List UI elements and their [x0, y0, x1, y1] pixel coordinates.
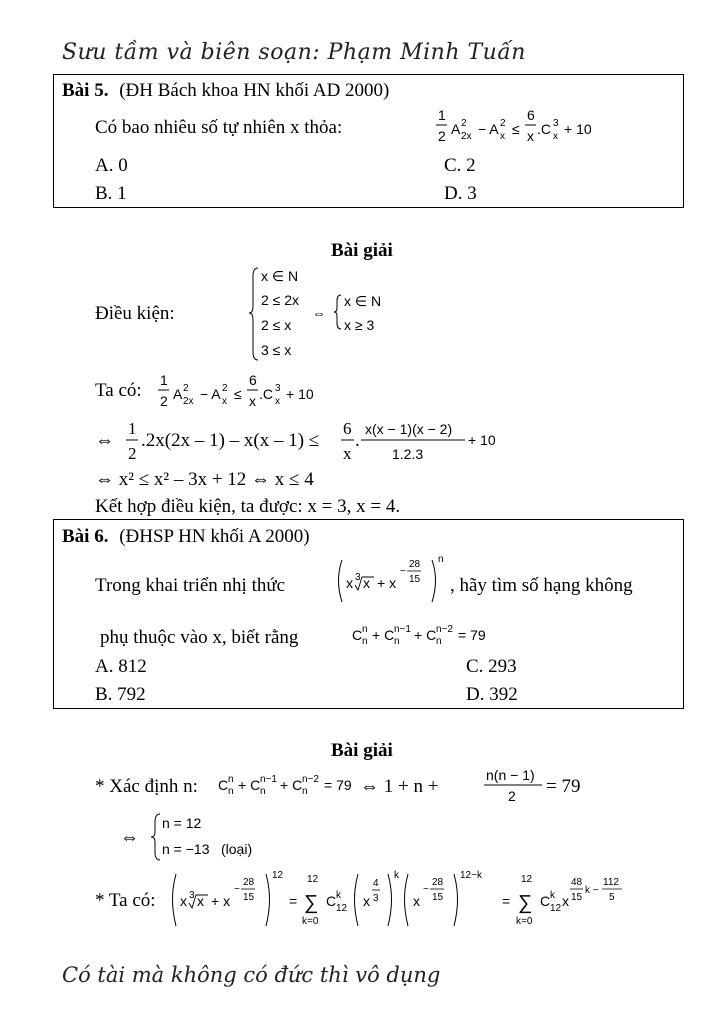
- bai5-option-d[interactable]: D. 3: [444, 183, 477, 204]
- giai5-taco: Ta có:: [95, 380, 142, 401]
- svg-text:n = −13: n = −13: [162, 841, 210, 857]
- svg-text:k=0: k=0: [516, 916, 533, 927]
- bai6-option-a[interactable]: A. 812: [95, 656, 147, 677]
- svg-text:28: 28: [243, 877, 255, 888]
- svg-text:6: 6: [527, 107, 535, 123]
- svg-text:∑: ∑: [518, 892, 533, 914]
- svg-text:x: x: [413, 893, 420, 909]
- svg-text:15: 15: [571, 892, 583, 903]
- bai6-condition: [352, 620, 532, 650]
- svg-text:+ x: + x: [211, 893, 231, 909]
- svg-text:x: x: [346, 575, 353, 591]
- svg-text:A: A: [451, 121, 461, 137]
- svg-text:x: x: [500, 131, 505, 142]
- svg-text:−: −: [423, 884, 429, 895]
- svg-text:+ C: + C: [372, 627, 395, 643]
- dieukien-label: Điều kiện:: [95, 303, 175, 324]
- bai6-question-part2: , hãy tìm số hạng không: [450, 575, 633, 596]
- svg-text:2 ≤ x: 2 ≤ x: [261, 317, 292, 333]
- svg-text:n: n: [302, 786, 308, 797]
- bai6-option-b[interactable]: B. 792: [95, 684, 146, 705]
- svg-text:6: 6: [249, 372, 257, 388]
- svg-text:3: 3: [373, 893, 379, 904]
- svg-text:3: 3: [189, 890, 195, 901]
- svg-text:n: n: [394, 636, 400, 647]
- svg-text:2 ≤ 2x: 2 ≤ 2x: [261, 292, 300, 308]
- svg-text:15: 15: [432, 892, 444, 903]
- svg-text:=: =: [289, 893, 298, 909]
- giai5-heading: Bài giải: [331, 240, 393, 261]
- svg-text:− A: − A: [200, 386, 221, 402]
- svg-text:x ∈ N: x ∈ N: [344, 293, 382, 309]
- svg-text:−: −: [400, 566, 406, 577]
- svg-text:4: 4: [373, 878, 379, 889]
- svg-text:x: x: [275, 396, 280, 407]
- svg-text:1: 1: [128, 419, 137, 438]
- bai6-question-part3: phụ thuộc vào x, biết rằng: [100, 627, 299, 648]
- giai5-line3: ⇔ x² ≤ x² – 3x + 12 ⇔ x ≤ 4: [95, 469, 314, 490]
- svg-text:n: n: [228, 786, 234, 797]
- svg-text:+ C: + C: [238, 777, 261, 793]
- svg-text:12: 12: [336, 903, 348, 914]
- bai5-option-b[interactable]: B. 1: [95, 183, 127, 204]
- svg-text:12: 12: [272, 870, 284, 881]
- svg-text:1: 1: [438, 107, 446, 123]
- giai6-solutions: [120, 810, 320, 864]
- svg-text:15: 15: [243, 892, 255, 903]
- svg-text:C: C: [352, 627, 363, 643]
- svg-text:n: n: [260, 786, 266, 797]
- svg-text:x: x: [363, 893, 370, 909]
- svg-text:+ x: + x: [377, 575, 397, 591]
- svg-text:2: 2: [461, 118, 467, 129]
- svg-text:112: 112: [603, 877, 619, 888]
- svg-text:6: 6: [343, 419, 352, 438]
- svg-text:≤: ≤: [234, 386, 242, 402]
- svg-text:⇔: ⇔: [312, 305, 326, 321]
- svg-text:2: 2: [128, 444, 137, 463]
- svg-text:= 79: = 79: [458, 627, 486, 643]
- svg-text:2x: 2x: [183, 396, 194, 407]
- svg-text:=: =: [502, 893, 511, 909]
- svg-text:12: 12: [307, 874, 319, 885]
- svg-text:− A: − A: [478, 121, 499, 137]
- svg-text:28: 28: [432, 877, 444, 888]
- giai6-equation: [218, 762, 598, 812]
- page-header: Sưu tầm và biên soạn: Phạm Minh Tuấn: [62, 40, 526, 65]
- svg-text:n−1: n−1: [260, 774, 277, 785]
- svg-text:x: x: [249, 393, 256, 409]
- svg-text:⇔: ⇔: [95, 430, 114, 451]
- svg-text:3: 3: [355, 572, 361, 583]
- svg-text:n(n − 1): n(n − 1): [486, 767, 535, 783]
- bai6-title: Bài 6.: [62, 526, 109, 547]
- giai6-expansion: [168, 866, 648, 936]
- svg-text:k −: k −: [585, 885, 599, 896]
- svg-text:x: x: [343, 444, 352, 463]
- svg-text:x: x: [197, 893, 204, 909]
- giai5-line2: [95, 418, 515, 468]
- svg-text:28: 28: [409, 559, 421, 570]
- svg-text:n: n: [362, 636, 368, 647]
- svg-text:⇔: ⇔: [120, 827, 139, 848]
- svg-text:x ∈ N: x ∈ N: [261, 268, 299, 284]
- bai6-heading: [62, 526, 310, 548]
- svg-text:2: 2: [222, 383, 228, 394]
- bai6-source: (ĐHSP HN khối A 2000): [119, 526, 310, 547]
- svg-text:12: 12: [550, 903, 562, 914]
- svg-text:x: x: [363, 575, 370, 591]
- svg-text:.C: .C: [259, 386, 273, 402]
- svg-text:n−1: n−1: [394, 624, 411, 635]
- giai6-xacdinh: * Xác định n:: [95, 776, 198, 797]
- bai6-question-part1: Trong khai triển nhị thức: [95, 575, 286, 596]
- svg-text:≤: ≤: [512, 121, 520, 137]
- svg-text:k: k: [394, 870, 399, 881]
- svg-text:5: 5: [609, 892, 615, 903]
- svg-text:C: C: [326, 893, 337, 909]
- svg-text:+ 10: + 10: [468, 432, 496, 448]
- svg-text:2: 2: [508, 788, 516, 804]
- giai6-heading: Bài giải: [331, 740, 393, 761]
- svg-text:3 ≤ x: 3 ≤ x: [261, 342, 292, 358]
- svg-text:⇔ 1 + n +: ⇔ 1 + n +: [360, 776, 439, 797]
- svg-text:3: 3: [275, 383, 281, 394]
- bai5-option-c[interactable]: C. 2: [444, 155, 476, 176]
- bai6-option-c[interactable]: C. 293: [466, 656, 517, 677]
- svg-text:k=0: k=0: [302, 916, 319, 927]
- bai6-binomial: [334, 552, 454, 608]
- svg-text:k: k: [336, 890, 341, 901]
- svg-text:x: x: [562, 893, 569, 909]
- svg-text:+ C: + C: [280, 777, 303, 793]
- svg-text:3: 3: [553, 118, 559, 129]
- svg-text:48: 48: [571, 877, 583, 888]
- svg-text:+ 10: + 10: [564, 121, 592, 137]
- bai5-source: (ĐH Bách khoa HN khối AD 2000): [119, 80, 390, 101]
- bai5-heading: [62, 80, 389, 102]
- svg-text:2: 2: [438, 128, 446, 144]
- bai5-option-a[interactable]: A. 0: [95, 155, 128, 176]
- bai5-question: Có bao nhiêu số tự nhiên x thỏa:: [95, 117, 343, 138]
- svg-text:n−2: n−2: [302, 774, 319, 785]
- svg-text:x: x: [527, 128, 534, 144]
- svg-text:x: x: [180, 893, 187, 909]
- dieukien-system: [250, 266, 400, 366]
- svg-text:x(x − 1)(x − 2): x(x − 1)(x − 2): [365, 421, 453, 437]
- svg-text:n: n: [228, 774, 234, 785]
- svg-text:k: k: [550, 890, 555, 901]
- svg-text:x: x: [553, 131, 558, 142]
- svg-text:C: C: [540, 893, 551, 909]
- svg-text:n: n: [436, 636, 442, 647]
- svg-text:15: 15: [409, 574, 421, 585]
- page-footer: Có tài mà không có đức thì vô dụng: [62, 963, 441, 987]
- svg-text:12−k: 12−k: [460, 870, 482, 881]
- svg-text:2x: 2x: [461, 131, 472, 142]
- bai5-title: Bài 5.: [62, 80, 109, 101]
- svg-text:1: 1: [160, 372, 168, 388]
- svg-text:n: n: [438, 554, 444, 565]
- bai6-option-d[interactable]: D. 392: [466, 684, 518, 705]
- svg-text:.C: .C: [537, 121, 551, 137]
- loai-label: (loại): [221, 841, 253, 857]
- svg-text:∑: ∑: [304, 892, 319, 914]
- svg-text:2: 2: [183, 383, 189, 394]
- giai5-conclusion: Kết hợp điều kiện, ta được: x = 3, x = 4.: [95, 496, 401, 517]
- svg-text:n: n: [362, 624, 368, 635]
- giai6-taco: * Ta có:: [95, 890, 156, 911]
- svg-text:.: .: [355, 430, 360, 451]
- svg-text:−: −: [234, 884, 240, 895]
- svg-text:A: A: [173, 386, 183, 402]
- svg-text:n−2: n−2: [436, 624, 453, 635]
- svg-text:x ≥ 3: x ≥ 3: [344, 317, 375, 333]
- bai5-inequality: [436, 104, 636, 154]
- svg-text:1.2.3: 1.2.3: [392, 446, 424, 462]
- svg-text:C: C: [218, 777, 229, 793]
- svg-text:= 79: = 79: [546, 776, 581, 797]
- svg-text:+ C: + C: [414, 627, 437, 643]
- giai5-line1: [158, 369, 358, 419]
- svg-text:n = 12: n = 12: [162, 815, 202, 831]
- svg-text:= 79: = 79: [324, 777, 352, 793]
- svg-text:x: x: [222, 396, 227, 407]
- svg-text:.2x(2x – 1) – x(x – 1) ≤: .2x(2x – 1) – x(x – 1) ≤: [141, 430, 320, 451]
- svg-text:12: 12: [521, 874, 533, 885]
- svg-text:+ 10: + 10: [286, 386, 314, 402]
- svg-text:2: 2: [160, 393, 168, 409]
- svg-text:2: 2: [500, 118, 506, 129]
